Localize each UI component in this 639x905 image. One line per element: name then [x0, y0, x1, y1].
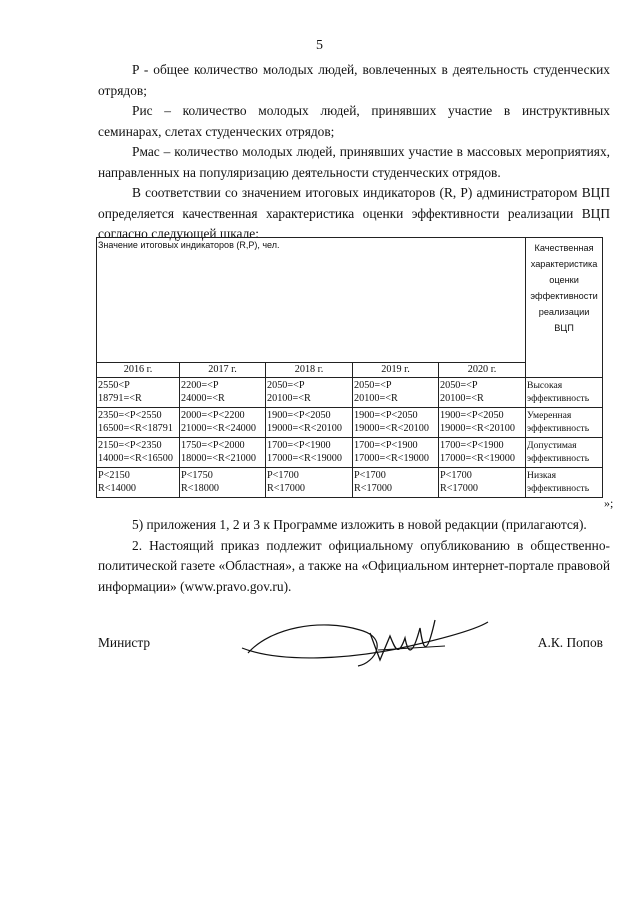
value-cell — [266, 437, 353, 467]
value-line: R<17000 — [440, 483, 479, 494]
paragraph-appendices: 5) приложения 1, 2 и 3 к Программе изложить в новой редакции (прилагаются). — [132, 517, 587, 532]
table-row — [97, 407, 603, 437]
value-line: 2550<P — [98, 379, 130, 391]
value-line: 1700=<P<1900 — [267, 439, 331, 451]
value-line: R<17000 — [354, 483, 393, 494]
value-line: 2150=<P<2350 — [98, 439, 162, 451]
value-line: R<18000 — [181, 483, 220, 494]
signer-name: А.К. Попов — [537, 635, 603, 650]
paragraph-scale-intro: В соответствии со значением итоговых индикаторов (R, P) администратором ВЦП определяется качественная характеристика оценки эффективности реализации ВЦП согласно следующей шкале: — [98, 185, 610, 241]
value-cell — [180, 467, 266, 497]
value-line: 17000=<R<19000 — [267, 453, 342, 464]
signer-position: Министр — [98, 635, 151, 650]
value-line: 18000=<R<21000 — [181, 453, 256, 464]
year-header-cell: 2018 г. — [266, 363, 353, 378]
value-line: P<1700 — [354, 469, 386, 481]
value-line: 1900=<P<2050 — [267, 409, 331, 421]
value-cell — [439, 437, 526, 467]
value-line: 20100=<R — [354, 393, 398, 404]
year-header-cell: 2020 г. — [439, 363, 526, 378]
value-line: 2050=<P — [267, 379, 305, 391]
value-cell — [439, 467, 526, 497]
header-indicator-values: Значение итоговых индикаторов (R,P), чел. — [97, 238, 526, 363]
value-cell — [97, 407, 180, 437]
value-line: 2000=<P<2200 — [181, 409, 245, 421]
paragraph-p-definition: P - общее количество молодых людей, вовлеченных в деятельность студенческих отрядов; — [98, 62, 610, 98]
value-line: 2050=<P — [354, 379, 392, 391]
value-line: R<14000 — [98, 483, 137, 494]
value-line: 24000=<R — [181, 393, 225, 404]
value-line: P<1700 — [440, 469, 472, 481]
value-line: 18791=<R — [98, 393, 142, 404]
value-cell — [266, 407, 353, 437]
quality-cell: Высокая эффективность — [526, 377, 603, 407]
quality-cell: Допустимая эффективность — [526, 437, 603, 467]
paragraph-pmas-definition: Рмас – количество молодых людей, принявших участие в массовых мероприятиях, направленных на популяризацию деятельности студенческих отрядов. — [98, 144, 610, 180]
value-line: 1900=<P<2050 — [440, 409, 504, 421]
value-line: P<1750 — [181, 469, 213, 481]
value-line: 2050=<P — [440, 379, 478, 391]
value-line: 2350=<P<2550 — [98, 409, 162, 421]
value-cell — [266, 467, 353, 497]
value-cell — [353, 407, 439, 437]
value-line: 1750=<P<2000 — [181, 439, 245, 451]
value-line: 1700=<P<1900 — [354, 439, 418, 451]
efficiency-scale-table — [96, 237, 603, 498]
handwritten-signature — [240, 608, 490, 678]
table-row — [97, 437, 603, 467]
value-cell — [439, 377, 526, 407]
quality-cell: Умеренная эффективность — [526, 407, 603, 437]
value-line: 1900=<P<2050 — [354, 409, 418, 421]
year-header-cell: 2016 г. — [97, 363, 180, 378]
table-row — [97, 377, 603, 407]
page-number: 5 — [316, 38, 323, 53]
value-cell — [353, 467, 439, 497]
value-line: 19000=<R<20100 — [267, 423, 342, 434]
value-line: P<1700 — [267, 469, 299, 481]
value-line: 19000=<R<20100 — [440, 423, 515, 434]
quality-cell: Низкая эффективность — [526, 467, 603, 497]
value-line: 19000=<R<20100 — [354, 423, 429, 434]
table-row — [97, 467, 603, 497]
paragraph-publication: 2. Настоящий приказ подлежит официальному опубликованию в общественно-политической газете «Областная», а также на «Официальном интернет-портале правовой информации» (www.pravo.gov.ru). — [98, 537, 610, 594]
table-header-row — [97, 238, 603, 363]
body-text-top — [98, 60, 610, 245]
value-cell — [353, 437, 439, 467]
year-header-cell: 2017 г. — [180, 363, 266, 378]
body-text-bottom — [98, 515, 610, 597]
value-line: 1700=<P<1900 — [440, 439, 504, 451]
value-cell — [353, 377, 439, 407]
value-cell — [97, 437, 180, 467]
value-line: 14000=<R<16500 — [98, 453, 173, 464]
year-header-cell: 2019 г. — [353, 363, 439, 378]
value-line: P<2150 — [98, 469, 130, 481]
header-quality: Качественная характеристика оценки эффективности реализации ВЦП — [526, 238, 603, 378]
value-cell — [439, 407, 526, 437]
value-line: 20100=<R — [267, 393, 311, 404]
value-line: 2200=<P — [181, 379, 219, 391]
value-cell — [180, 377, 266, 407]
value-cell — [97, 377, 180, 407]
table-closing-quote: »; — [604, 496, 614, 510]
value-cell — [266, 377, 353, 407]
value-line: R<17000 — [267, 483, 306, 494]
paragraph-pis-definition: Рис – количество молодых людей, принявших участие в инструктивных семинарах, слетах студенческих отрядов; — [98, 103, 610, 139]
value-line: 17000=<R<19000 — [354, 453, 429, 464]
value-line: 17000=<R<19000 — [440, 453, 515, 464]
value-cell — [180, 407, 266, 437]
value-cell — [180, 437, 266, 467]
value-line: 16500=<R<18791 — [98, 423, 173, 434]
value-cell — [97, 467, 180, 497]
value-line: 20100=<R — [440, 393, 484, 404]
value-line: 21000=<R<24000 — [181, 423, 256, 434]
